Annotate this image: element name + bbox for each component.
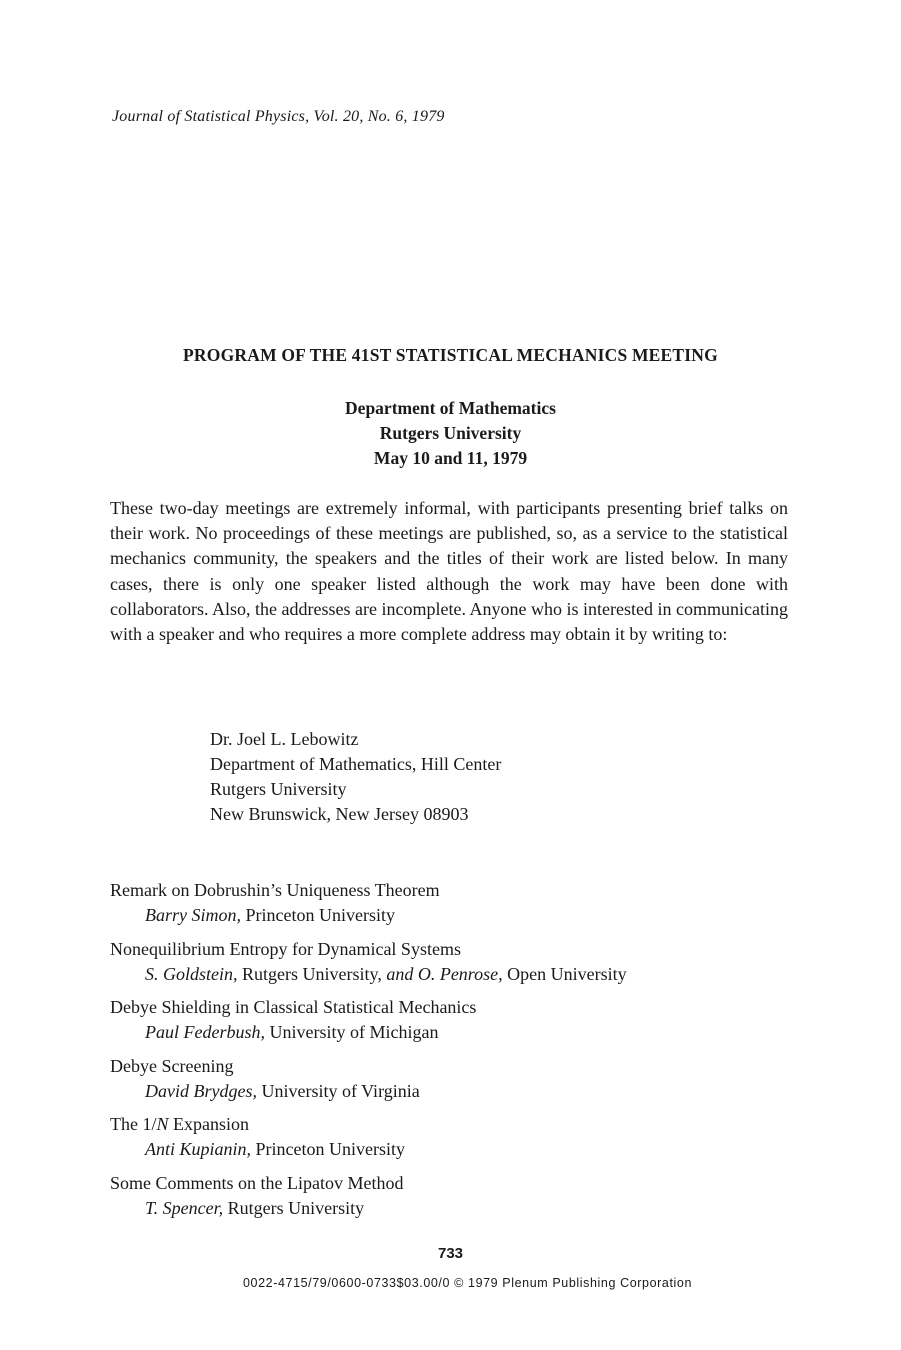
talk-item	[110, 1112, 810, 1162]
talk-title: Debye Shielding in Classical Statistical Mechanics	[110, 997, 477, 1017]
venue-university: Rutgers University	[379, 423, 522, 443]
talk-title: Nonequilibrium Entropy for Dynamical Systems	[110, 938, 461, 959]
talk-affiliation: Princeton University	[251, 1139, 405, 1159]
copyright-footer: 0022-4715/79/0600-0733$03.00/0 © 1979 Plenum Publishing Corporation	[243, 1276, 693, 1290]
talk-speaker: Anti Kupianin,	[145, 1139, 252, 1159]
talk-authors	[110, 1020, 810, 1045]
talk-affiliation: University of Michigan	[264, 1022, 439, 1042]
talk-item	[110, 937, 810, 987]
talk-authors	[110, 1196, 810, 1221]
talk-title: Remark on Dobrushin’s Uniqueness Theorem	[110, 880, 440, 900]
talk-authors	[110, 903, 810, 928]
page-number: 733	[437, 1245, 464, 1262]
talk-authors	[110, 962, 810, 987]
talk-authors	[110, 1137, 810, 1162]
talk-title: Debye Screening	[110, 1055, 234, 1076]
address-line3: New Brunswick, New Jersey 08903	[210, 804, 469, 824]
talk-title-variable: N	[156, 1114, 169, 1134]
address-name: Dr. Joel L. Lebowitz	[210, 729, 359, 749]
intro-paragraph: These two-day meetings are extremely informal, with participants presenting brief talks on their work. No proceedings of these meetings are published, so, as a service to the statistical mechanics community, the speakers and the titles of their work are listed below. In many cases, there is only one speaker listed although the work may have been done with collaborators. Also, the addresses are incomplete. Anyone who is interested in communicating with a speaker and who requires a more complete address may obtain it by writing to:	[110, 498, 788, 645]
talk-coauthor: and O. Penrose,	[386, 963, 503, 984]
talk-affiliation: Rutgers University,	[237, 963, 387, 984]
talk-speaker: Barry Simon,	[145, 905, 241, 925]
talk-speaker: Paul Federbush,	[145, 1022, 265, 1042]
talk-title	[110, 1112, 810, 1137]
address-line1: Department of Mathematics, Hill Center	[210, 754, 502, 774]
address-line2: Rutgers University	[210, 779, 347, 799]
talk-list	[110, 878, 810, 1229]
talk-item	[110, 1054, 810, 1104]
talk-item	[110, 878, 810, 928]
contact-address	[210, 727, 501, 827]
talk-affiliation-2: Open University	[502, 963, 627, 984]
talk-speaker: S. Goldstein,	[145, 963, 238, 984]
talk-item	[110, 995, 810, 1045]
talk-title-suffix: Expansion	[168, 1114, 250, 1134]
talk-authors	[110, 1079, 810, 1104]
talk-speaker: David Brydges,	[145, 1080, 257, 1101]
venue-block	[0, 396, 901, 471]
page-title: PROGRAM OF THE 41ST STATISTICAL MECHANICS MEETING	[183, 345, 718, 365]
talk-affiliation: Rutgers University	[223, 1197, 365, 1218]
talk-title: Some Comments on the Lipatov Method	[110, 1172, 404, 1193]
venue-department: Department of Mathematics	[345, 398, 556, 418]
talk-speaker: T. Spencer,	[145, 1197, 224, 1218]
talk-item	[110, 1171, 810, 1221]
venue-dates: May 10 and 11, 1979	[373, 448, 528, 468]
talk-affiliation: Princeton University	[241, 905, 395, 925]
talk-affiliation: University of Virginia	[256, 1080, 420, 1101]
talk-title-prefix: The 1/	[110, 1114, 157, 1134]
journal-citation: Journal of Statistical Physics, Vol. 20, No. 6, 1979	[112, 108, 445, 125]
